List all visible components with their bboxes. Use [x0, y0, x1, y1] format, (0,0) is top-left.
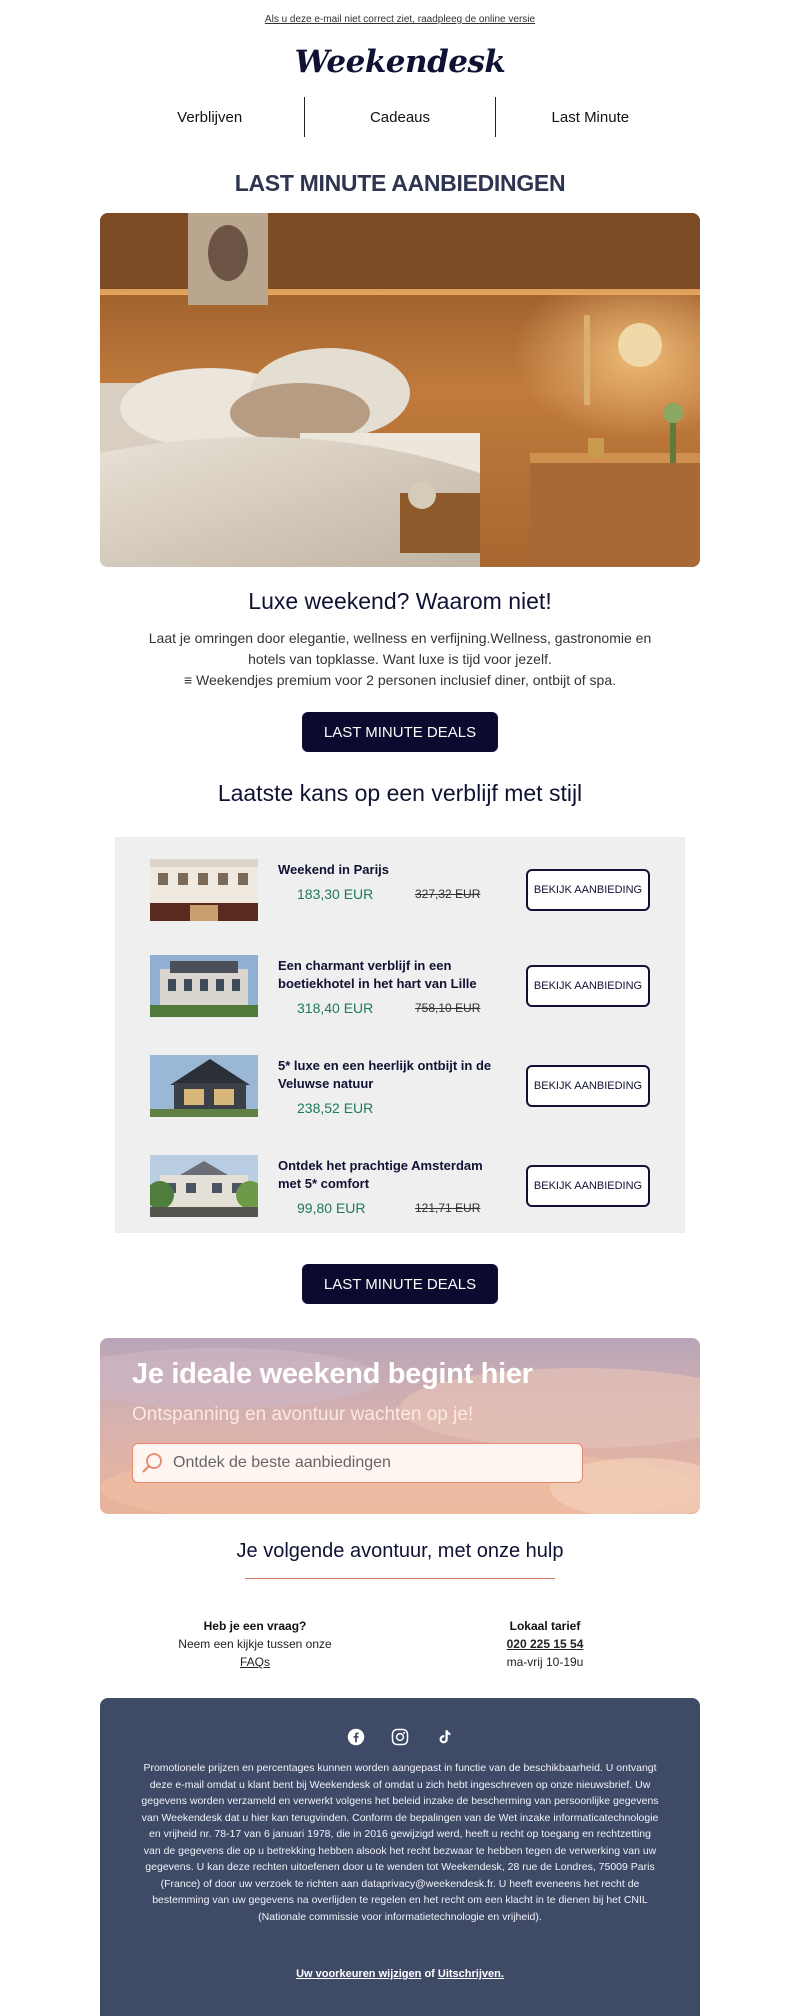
offer-title[interactable]: Weekend in Parijs [278, 862, 390, 877]
footer [100, 1698, 700, 2016]
offers-list [115, 837, 685, 1233]
nav-item-cadeaus[interactable]: Cadeaus [369, 108, 431, 126]
offer-title[interactable]: Een charmant verblijf in een boetiekhotel in het hart van Lille [278, 958, 477, 991]
search-banner [100, 1338, 700, 1514]
social-links [100, 1728, 700, 1746]
preferences-link[interactable]: Uw voorkeuren wijzigen [296, 1968, 422, 1980]
question-heading: Heb je een vraag? [203, 1619, 307, 1633]
view-offer-button[interactable]: BEKIJK AANBIEDING [526, 1065, 650, 1107]
offer-price: 318,40 EUR [297, 1000, 374, 1016]
help-title: Je volgende avontuur, met onze hulp [236, 1540, 564, 1562]
offer-thumbnail[interactable] [150, 859, 258, 921]
offers-title: Laatste kans op een verblijf met stijl [217, 780, 583, 806]
footer-links [100, 1968, 700, 1980]
offer-old-price: 121,71 EUR [415, 1201, 481, 1215]
online-version-link[interactable]: Als u deze e-mail niet correct ziet, raadpleeg de online versie [264, 14, 536, 25]
top-nav [115, 97, 685, 137]
banner-title: Je ideale weekend begint hier [132, 1358, 533, 1390]
footer-or: of [424, 1968, 435, 1980]
facebook-icon[interactable] [347, 1728, 365, 1746]
offer-old-price: 758,10 EUR [415, 1001, 481, 1015]
offer-row[interactable] [115, 859, 685, 921]
weekendesk-logo[interactable]: Weekendesk [294, 44, 506, 80]
offer-thumbnail[interactable] [150, 1055, 258, 1117]
banner-subtitle: Ontspanning en avontuur wachten op je! [132, 1404, 474, 1425]
tiktok-icon[interactable] [435, 1728, 453, 1746]
opening-hours: ma-vrij 10-19u [506, 1655, 584, 1669]
tariff-heading: Lokaal tarief [509, 1619, 581, 1633]
view-offer-button[interactable]: BEKIJK AANBIEDING [526, 965, 650, 1007]
offer-title[interactable]: 5* luxe en een heerlijk ontbijt in de Veluwse natuur [278, 1058, 492, 1091]
phone-contact [480, 1617, 610, 1671]
offer-thumbnail[interactable] [150, 1155, 258, 1217]
coral-divider [245, 1578, 555, 1579]
offer-old-price: 327,32 EUR [415, 887, 481, 901]
offer-row[interactable] [115, 955, 685, 1017]
phone-link[interactable]: 020 225 15 54 [506, 1637, 584, 1651]
offer-thumbnail[interactable] [150, 955, 258, 1017]
nav-item-verblijven[interactable]: Verblijven [177, 108, 243, 126]
hero-image[interactable] [100, 213, 700, 567]
section-subtitle: Luxe weekend? Waarom niet! [248, 588, 552, 614]
offer-price: 183,30 EUR [297, 886, 374, 902]
last-minute-deals-button[interactable]: LAST MINUTE DEALS [302, 712, 498, 752]
offer-price: 99,80 EUR [297, 1200, 366, 1216]
legal-text: Promotionele prijzen en percentages kunnen worden aangepast in functie van de beschikbaarheid. U ontvangt deze e-mail omdat u klant bent bij Weekendesk of omdat u zich hebt ingeschreven op onze nieuwsbrief. Uw gegevens worden verzameld en verwerkt volgens het beleid inzake de bescherming van persoonlijke gegevens van Weekendesk dat u hier kan terugvinden. Conform de bepalingen van de Wet inzake informaticatechnologie en vrijheid nr. 78-17 van 6 januari 1978, die in 2016 gewijzigd werd, heeft u recht op toegang en rechtzetting van de gegevens die op u betrekking hebben alsook het recht bezwaar te hebben tegen de verwerking van uw gegevens. U kan deze rechten uitoefenen door u te wenden tot Weekendesk, 28 rue de Londres, 75009 Paris (France) of door uw verzoek te richten aan dataprivacy@weekendesk.fr. U heeft eveneens het recht de bestemming van uw gegevens na overlijden te regelen en het recht om een klacht in te dienen bij het CNIL (Nationale commissie voor informatietechnologie en vrijheid). [141, 1762, 659, 1923]
unsubscribe-link[interactable]: Uitschrijven. [437, 1968, 504, 1980]
intro-line: hotels van topklasse. Want luxe is tijd voor jezelf. [248, 651, 552, 667]
offer-row[interactable] [115, 1155, 685, 1217]
last-minute-deals-button-2[interactable]: LAST MINUTE DEALS [302, 1264, 498, 1304]
intro-line [120, 670, 680, 691]
instagram-icon[interactable] [391, 1728, 409, 1746]
intro-text [120, 628, 680, 691]
nav-item-last-minute[interactable]: Last Minute [551, 108, 630, 126]
offer-row[interactable] [115, 1055, 685, 1117]
view-offer-button[interactable]: BEKIJK AANBIEDING [526, 869, 650, 911]
intro-line-text: Weekendjes premium voor 2 personen inclusief diner, ontbijt of spa. [196, 672, 617, 688]
intro-line: Laat je omringen door elegantie, wellness en verfijning.Wellness, gastronomie en [148, 630, 652, 646]
question-text: Neem een kijkje tussen onze [178, 1637, 332, 1651]
page-title: LAST MINUTE AANBIEDINGEN [234, 170, 566, 196]
search-icon [133, 1443, 173, 1483]
offer-price: 238,52 EUR [297, 1100, 374, 1116]
offer-title[interactable]: Ontdek het prachtige Amsterdam met 5* comfort [278, 1158, 483, 1191]
search-box[interactable] [132, 1443, 583, 1483]
view-offer-button[interactable]: BEKIJK AANBIEDING [526, 1165, 650, 1207]
list-icon: ≡ [183, 672, 193, 688]
search-input[interactable] [173, 1454, 553, 1472]
faq-contact [170, 1617, 340, 1671]
faq-link[interactable]: FAQs [239, 1655, 270, 1669]
